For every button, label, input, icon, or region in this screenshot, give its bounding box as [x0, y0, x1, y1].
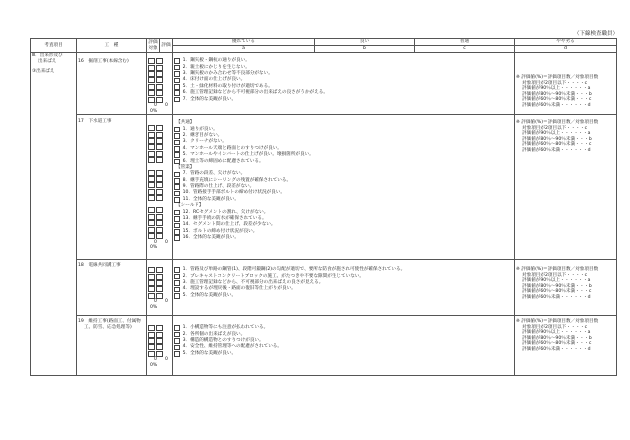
rating-rules: ※ 評価値(%)＝評価項目数／対象項目数 対象項目が2項目以下・・・・c 評価値が90％以上・・・・・・a 評価値が80％～90％未満・・・b 評価値が60％～80％未満・・・c 評価値が60％未満・・・・・・d	[515, 260, 617, 316]
checkbox[interactable]	[148, 138, 155, 144]
criteria-checkbox[interactable]	[174, 71, 180, 77]
checkbox-column[interactable]: 0 0 0%	[147, 115, 173, 260]
criteria-checkbox[interactable]	[174, 172, 180, 178]
checkbox[interactable]	[156, 65, 163, 71]
criteria-checkbox[interactable]	[174, 184, 180, 190]
checkbox[interactable]	[148, 332, 155, 338]
checkbox[interactable]	[156, 77, 163, 83]
checkbox[interactable]	[148, 58, 155, 64]
criteria-checkbox[interactable]	[174, 65, 180, 71]
table-row	[31, 260, 617, 316]
checkbox[interactable]	[148, 207, 155, 213]
checkbox[interactable]	[148, 274, 155, 280]
section-title: 18 電線共同溝工事	[77, 260, 147, 316]
criteria-checkbox[interactable]	[174, 78, 180, 84]
criteria-checkbox[interactable]	[174, 90, 180, 96]
category-cell: Ⅲ．出来形及び 出来ばえ ③出来ばえ	[31, 53, 77, 376]
criteria-list: 1．小構造物等にも注意が払われている。 2．各所個の出来ばえが良い。 3．構造的構造物とのすりつけが良い。 4．安全性、維持管理等への配慮がされている。 5．全体的な美観が良い。	[173, 316, 515, 376]
checkbox[interactable]	[156, 125, 163, 131]
checkbox[interactable]	[148, 170, 155, 176]
checkbox[interactable]	[148, 157, 155, 163]
checkbox[interactable]	[156, 325, 163, 331]
checkbox[interactable]	[148, 338, 155, 344]
checkbox[interactable]	[156, 189, 163, 195]
criteria-checkbox[interactable]	[174, 229, 180, 235]
checkbox[interactable]	[148, 182, 155, 188]
inspector-note: （下線検査職員）	[573, 31, 618, 37]
criteria-checkbox[interactable]	[174, 58, 180, 64]
criteria-checkbox[interactable]	[174, 274, 180, 280]
checkbox[interactable]	[156, 338, 163, 344]
checkbox[interactable]	[156, 195, 163, 201]
table-row	[31, 316, 617, 376]
grade-b: b	[315, 46, 415, 53]
criteria-checkbox[interactable]	[174, 338, 180, 344]
checkbox[interactable]	[148, 214, 155, 220]
criteria-checkbox[interactable]	[174, 146, 180, 152]
checkbox[interactable]	[148, 286, 155, 292]
header-target: 評価 対象	[148, 39, 158, 51]
table-header-row	[31, 39, 617, 46]
checkbox[interactable]	[156, 332, 163, 338]
checkbox[interactable]	[148, 325, 155, 331]
checkbox[interactable]	[148, 65, 155, 71]
checkbox[interactable]	[156, 176, 163, 182]
section-title: 19 維持工事(路面工、付属物 工、防雪、応急処理等)	[77, 316, 147, 376]
checkbox[interactable]	[148, 132, 155, 138]
checkbox[interactable]	[156, 220, 163, 226]
checkbox[interactable]	[148, 189, 155, 195]
checkbox[interactable]	[148, 351, 155, 357]
criteria-checkbox[interactable]	[174, 210, 180, 216]
header-normal: 普通	[415, 39, 515, 46]
rating-rules: ※ 評価値(%)＝評価項目数／対象項目数 対象項目が2項目以下・・・・c 評価値が90％以上・・・・・・a 評価値が80％～90％未満・・・b 評価値が60％～80％未満・・・c 評価値が60％未満・・・・・・d	[515, 115, 617, 260]
checkbox[interactable]	[156, 293, 163, 299]
checkbox-column[interactable]: 0 0 0%	[147, 260, 173, 316]
checkbox[interactable]	[156, 144, 163, 150]
criteria-checkbox[interactable]	[174, 197, 180, 203]
criteria-checkbox[interactable]	[174, 345, 180, 351]
checkbox[interactable]	[156, 227, 163, 233]
checkbox[interactable]	[148, 125, 155, 131]
criteria-checkbox[interactable]	[174, 140, 180, 146]
checkbox[interactable]	[148, 280, 155, 286]
criteria-list: 1．管路及び単路の鋼管(1)、段階可鍛鋼(2)の勾配が適切で、要所な防食が施され可使性が確保されている。 2．プレキャストコンクリートブロックの施工、がたつきや不要な隙間が生じていない。 3．施工管理記録などから、不可視部分の出来ばえの良さが見える。 4．埋設するが埋戻後・路面の復旧等仕上がりが良い。 5．全体的な美観が良い。	[173, 260, 515, 316]
checkbox[interactable]	[156, 138, 163, 144]
criteria-checkbox[interactable]	[174, 325, 180, 331]
criteria-checkbox[interactable]	[174, 223, 180, 229]
section-title: 16 掘削工事(本線含む)	[77, 53, 147, 115]
checkbox[interactable]	[148, 227, 155, 233]
grade-c: c	[415, 46, 515, 53]
criteria-checkbox[interactable]	[174, 216, 180, 222]
checkbox[interactable]	[156, 274, 163, 280]
header-kind: 工 種	[77, 39, 147, 53]
header-good: 良い	[315, 39, 415, 46]
checkbox[interactable]	[148, 84, 155, 90]
criteria-checkbox[interactable]	[174, 287, 180, 293]
evaluation-table	[30, 38, 617, 376]
checkbox[interactable]	[156, 97, 163, 103]
grade-a: a	[173, 46, 315, 53]
criteria-list: 1．鋼矢板・鋼杭の通りが良い。 2．親土板にかじりを生じない。 3．鋼矢板のかみ合わせ等不良部分がない。 4．床付け面の仕上げが良い。 5．土・緑化材料の取り付けが適切である。 6．施工管理記録などから不可視部分の出来ばえの良さがうかがえる。 7．全体的な美観が良い。	[173, 53, 515, 115]
checkbox[interactable]	[156, 90, 163, 96]
rating-rules: ※ 評価値(%)＝評価項目数／対象項目数 対象項目が2項目以下・・・・c 評価値が90％以上・・・・・・a 評価値が80％～90％未満・・・b 評価値が60％～80％未満・・・c 評価値が60％未満・・・・・・d	[515, 316, 617, 376]
criteria-checkbox[interactable]	[174, 280, 180, 286]
checkbox[interactable]	[156, 58, 163, 64]
checkbox[interactable]	[148, 151, 155, 157]
checkbox[interactable]	[148, 97, 155, 103]
checkbox[interactable]	[156, 286, 163, 292]
checkbox[interactable]	[156, 84, 163, 90]
criteria-checkbox[interactable]	[174, 267, 180, 273]
checkbox[interactable]	[156, 132, 163, 138]
header-item: 考査項目	[31, 39, 77, 53]
checkbox[interactable]	[148, 176, 155, 182]
criteria-checkbox[interactable]	[174, 191, 180, 197]
criteria-checkbox[interactable]	[174, 133, 180, 139]
criteria-checkbox[interactable]	[174, 152, 180, 158]
criteria-checkbox[interactable]	[174, 351, 180, 357]
header-excellent: 優れている	[173, 39, 315, 46]
criteria-list: 【共通】 1．通りが良い。 2．継ぎ目がない。 3．クリーナがない。 4．マンホール天端と路面とのすりつけが良い。 5．マンホールやインバートの仕上げが良い。壊損箇所が良い。 6．埋土等の締固めに配慮されている。 【管渠】 7．管路の段差、欠けがない。 8．継手充填にシーリングの残置が確保されている。 9．管路際の仕上げ、段差がない。 10．管路接手手部ボルトの締め付け状況が良い。 11．全体的な美観が良い。 【シールド】 12．RCセグメントの割れ、欠けがない。 13．継手手続の防水が確保されている。 14．セグメント間の仕上げ、段差が少ない。 15．ボルトの締め付け状況が良い。 16．全体的な美観が良い。	[173, 115, 515, 260]
header-poor: やや劣る	[515, 39, 617, 46]
criteria-checkbox[interactable]	[174, 293, 180, 299]
checkbox[interactable]	[148, 220, 155, 226]
checkbox[interactable]	[156, 233, 163, 239]
header-eval: 評価	[160, 39, 173, 53]
checkbox[interactable]	[156, 182, 163, 188]
checkbox[interactable]	[156, 280, 163, 286]
checkbox[interactable]	[156, 267, 163, 273]
checkbox[interactable]	[156, 170, 163, 176]
grade-d: d	[515, 46, 617, 53]
checkbox[interactable]	[148, 233, 155, 239]
checkbox[interactable]	[148, 144, 155, 150]
checkbox[interactable]	[156, 344, 163, 350]
checkbox[interactable]	[156, 351, 163, 357]
checkbox[interactable]	[148, 90, 155, 96]
criteria-checkbox[interactable]	[174, 84, 180, 90]
checkbox[interactable]	[156, 71, 163, 77]
checkbox[interactable]	[156, 151, 163, 157]
checkbox[interactable]	[148, 293, 155, 299]
checkbox[interactable]	[148, 344, 155, 350]
checkbox[interactable]	[148, 77, 155, 83]
criteria-checkbox[interactable]	[174, 332, 180, 338]
checkbox[interactable]	[148, 71, 155, 77]
criteria-checkbox[interactable]	[174, 235, 180, 241]
criteria-checkbox[interactable]	[174, 97, 180, 103]
checkbox-column[interactable]: 0 0 0%	[147, 53, 173, 115]
checkbox[interactable]	[148, 267, 155, 273]
checkbox[interactable]	[148, 195, 155, 201]
checkbox[interactable]	[156, 157, 163, 163]
criteria-checkbox[interactable]	[174, 178, 180, 184]
criteria-checkbox[interactable]	[174, 159, 180, 165]
criteria-checkbox[interactable]	[174, 127, 180, 133]
checkbox[interactable]	[156, 214, 163, 220]
section-title: 17 下水道工事	[77, 115, 147, 260]
table-row	[31, 115, 617, 260]
checkbox-column[interactable]: 0 0 0%	[147, 316, 173, 376]
rating-rules: ※ 評価値(%)＝評価項目数／対象項目数 対象項目が2項目以下・・・・c 評価値が90％以上・・・・・・a 評価値が80％～90％未満・・・b 評価値が60％～80％未満・・・c 評価値が60％未満・・・・・・d	[515, 53, 617, 115]
checkbox[interactable]	[156, 207, 163, 213]
table-row	[31, 53, 617, 115]
